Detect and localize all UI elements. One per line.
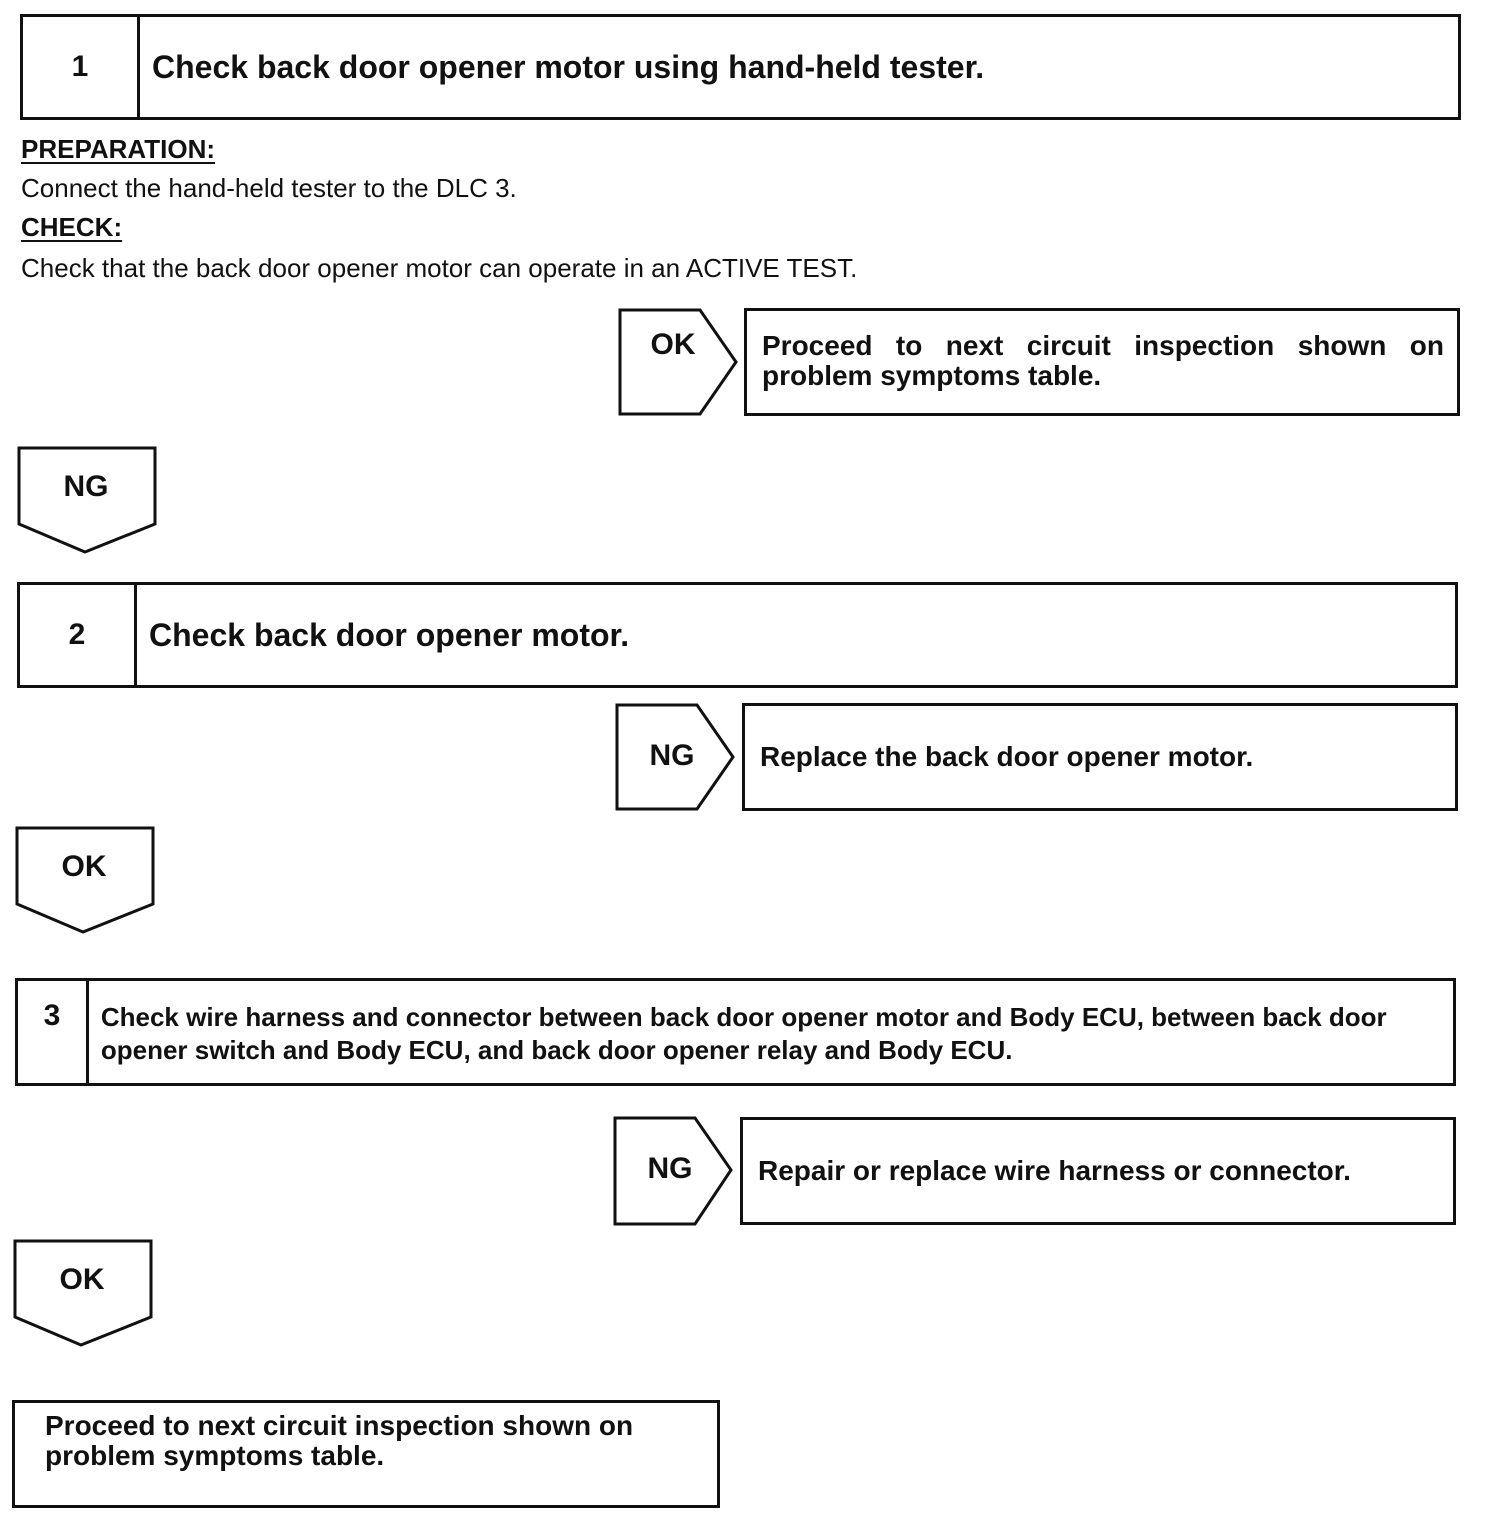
check-text: Check that the back door opener motor can operate in an ACTIVE TEST. — [21, 253, 858, 283]
ng-tag: NG — [649, 739, 695, 772]
ng-tag: NG — [63, 470, 109, 503]
step-3-box — [15, 978, 1456, 1086]
step-1-box — [20, 14, 1461, 120]
step-3-ng-result-text: Repair or replace wire harness or connector. — [758, 1155, 1351, 1187]
step-2-box — [17, 582, 1458, 688]
step-1-ok-result-text: Proceed to next circuit inspection shown on problem symptoms table. — [762, 330, 1444, 391]
ok-tag: OK — [59, 1263, 105, 1296]
step-1-title: Check back door opener motor using hand-held tester. — [152, 48, 985, 85]
step-3-ng-result — [740, 1117, 1456, 1225]
step-1-number: 1 — [23, 17, 140, 117]
preparation-text: Connect the hand-held tester to the DLC 3. — [21, 173, 517, 203]
check-label: CHECK: — [21, 212, 123, 242]
ok-tag: OK — [61, 850, 107, 883]
step-2-number: 2 — [20, 585, 137, 685]
step-1-ok-result — [744, 308, 1460, 416]
step-2-ng-result — [742, 703, 1458, 811]
preparation-label: PREPARATION: — [21, 134, 216, 164]
ok-tag: OK — [650, 328, 696, 361]
step-3-title: Check wire harness and connector between back door opener motor and Body ECU, between back door opener switch and Body ECU, and back door opener relay and Body ECU. — [100, 1002, 1387, 1065]
ok-arrow-shape — [618, 308, 742, 416]
step-2-ng-result-text: Replace the back door opener motor. — [760, 741, 1254, 773]
final-result-text: Proceed to next circuit inspection shown on problem symptoms table. — [45, 1410, 634, 1471]
final-result — [12, 1400, 720, 1508]
step-2-title: Check back door opener motor. — [149, 616, 630, 653]
step-3-number: 3 — [18, 981, 89, 1083]
ng-tag: NG — [647, 1152, 693, 1185]
